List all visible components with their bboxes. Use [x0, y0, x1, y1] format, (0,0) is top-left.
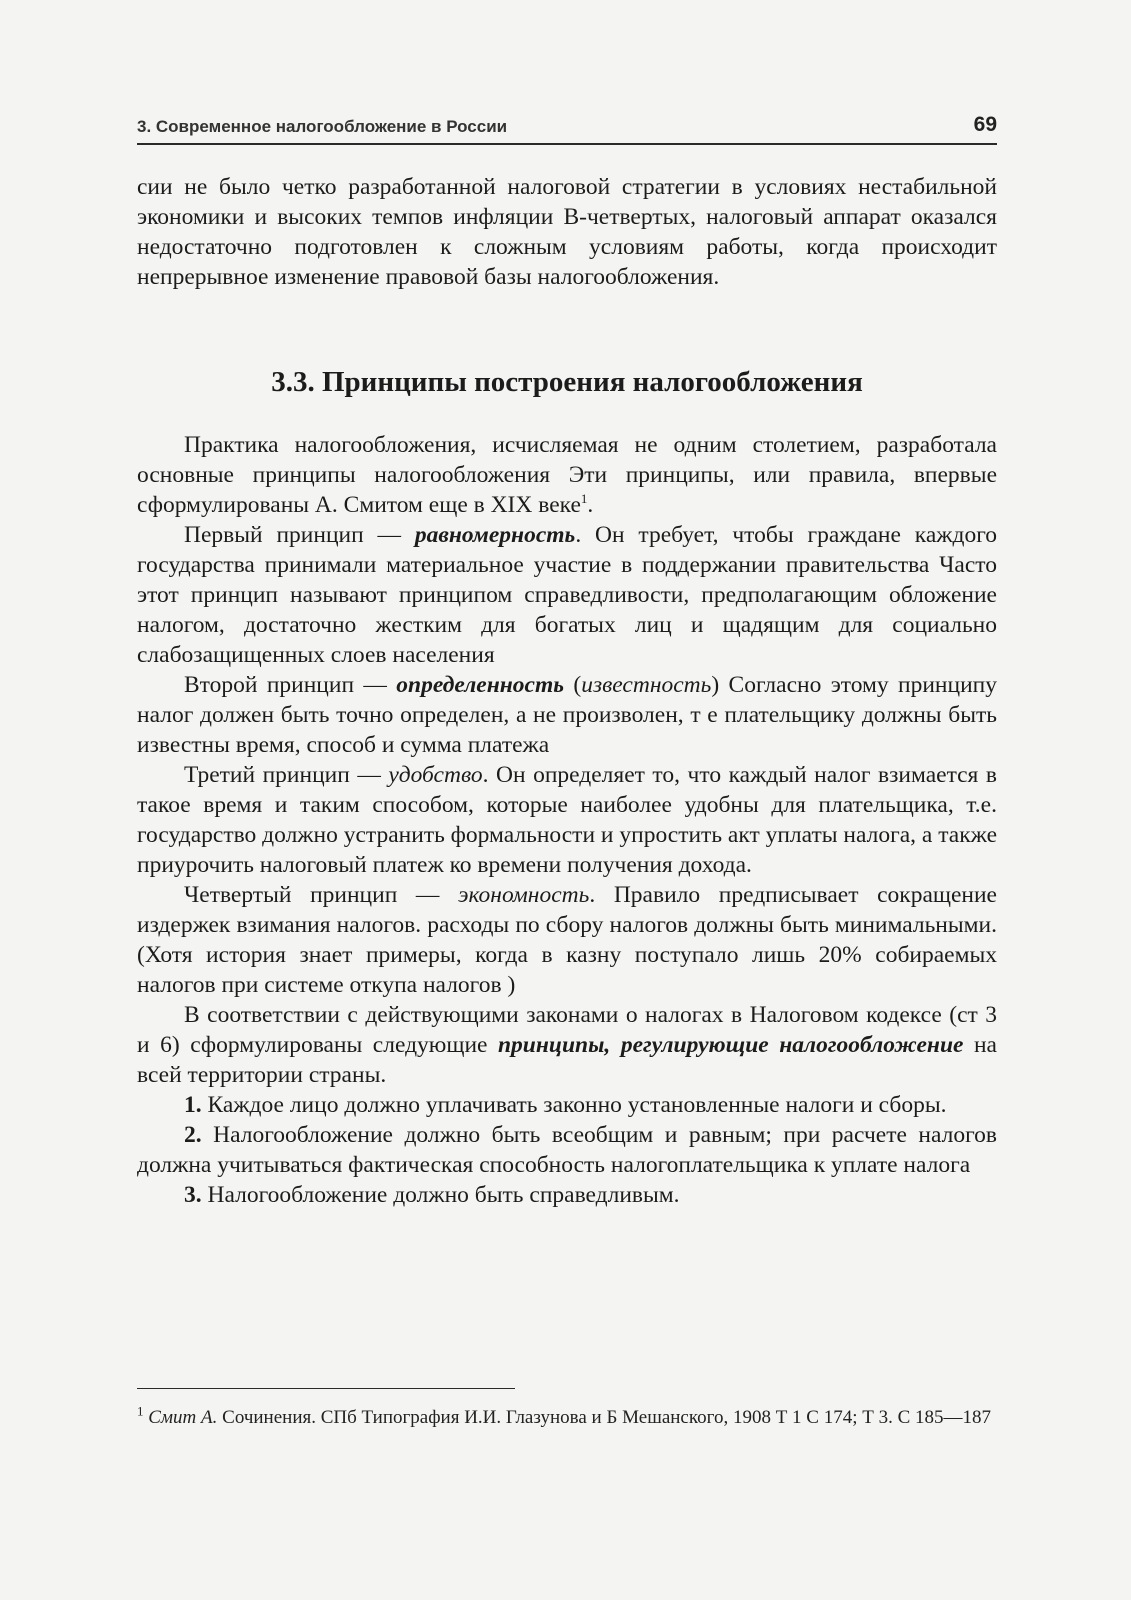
paragraph-end: .: [587, 492, 594, 518]
footnote-ref: 1: [580, 491, 588, 507]
principle-term-alt: известность: [581, 672, 712, 698]
paragraph-text: Практика налогообложения, исчисляемая не одним столетием, разработала основные принципы налогообложения Эти принципы, или правила, впервые сформулированы А. Смитом еще в XIX веке: [137, 432, 997, 518]
paragraph-principle-2: [137, 670, 997, 760]
paragraph-lead: Четвертый принцип —: [184, 882, 459, 908]
principle-term: принципы, регулирующие налогообложение: [497, 1032, 964, 1058]
paragraph-text: на всей территории страны.: [137, 1032, 997, 1088]
list-number: 3.: [184, 1182, 202, 1208]
section-title: 3.3. Принципы построения налогообложения: [271, 366, 863, 398]
paragraph-text: ) Согласно этому принципу налог должен быть точно определен, а не произволен, т е плательщику должны быть известны время, способ и сумма платежа: [137, 672, 997, 758]
paragraph-text: . Он требует, чтобы граждане каждого государства принимали материальное участие в поддержании правительства Часто этот принцип называют принципом справедливости, предполагающим обложение налогом, достаточно жестким для богатых лиц и щадящим для социально слабозащищенных слоев населения: [137, 522, 997, 668]
paragraph-text: . Правило предписывает сокращение издержек взимания налогов. расходы по сбору налогов должны быть минимальными. (Хотя история знает примеры, когда в казну поступало лишь 20% собираемых налогов при системе откупа налогов ): [137, 882, 997, 998]
paragraph-lead: Первый принцип —: [184, 522, 415, 548]
paragraph-text: . Он определяет то, что каждый налог взимается в такое время и таким способом, которые наиболее удобны для плательщика, т.е. государство должно устранить формальности и упростить акт уплаты налога, а также приурочить налоговый платеж ко времени получения дохода.: [137, 762, 997, 878]
footnote-mark: 1: [137, 1403, 144, 1419]
list-item: [137, 1180, 997, 1210]
footnote-text: Сочинения. СПб Типография И.И. Глазунова и Б Мешанского, 1908 Т 1 С 174; Т 3. С 185—187: [217, 1407, 992, 1428]
paragraph-lead: В соответствии с действующими законами о налогах в Налоговом кодексе (ст 3 и 6) сформулированы следующие: [137, 1002, 997, 1058]
list-text: Налогообложение должно быть справедливым.: [201, 1182, 680, 1208]
list-number: 1.: [184, 1092, 202, 1118]
paragraph-lead: Второй принцип —: [184, 672, 397, 698]
paragraph-principle-4: [137, 880, 997, 1000]
continuation-block: [137, 172, 997, 292]
list-text: Каждое лицо должно уплачивать законно установленные налоги и сборы.: [201, 1092, 947, 1118]
paren-open: (: [563, 672, 582, 698]
paragraph-lead: Третий принцип —: [184, 762, 389, 788]
section-body: [137, 430, 997, 1210]
footnote-divider: [137, 1388, 515, 1389]
page-number: 69: [973, 113, 997, 136]
list-item: [137, 1120, 997, 1180]
footnote-author: Смит А.: [148, 1407, 218, 1428]
principle-term: удобство: [388, 762, 483, 788]
paragraph-tax-code: [137, 1000, 997, 1090]
chapter-title: 3. Современное налогообложение в России: [137, 117, 508, 136]
principle-term: определенность: [396, 672, 564, 698]
principle-term: экономность: [458, 882, 590, 908]
footnote: [137, 1404, 997, 1431]
paragraph-intro: [137, 430, 997, 520]
list-text: Налогообложение должно быть всеобщим и равным; при расчете налогов должна учитываться фактическая способность налогоплательщика к уплате налога: [137, 1122, 997, 1178]
list-item: [137, 1090, 997, 1120]
principle-term: равномерность: [414, 522, 576, 548]
paragraph-principle-3: [137, 760, 997, 880]
running-header: [137, 113, 997, 145]
paragraph-principle-1: [137, 520, 997, 670]
continuation-paragraph: сии не было четко разработанной налоговой стратегии в условиях нестабильной экономики и высоких темпов инфляции В-четвертых, налоговый аппарат оказался недостаточно подготовлен к сложным условиям работы, когда происходит непрерывное изменение правовой базы налогообложения.: [137, 174, 997, 290]
list-number: 2.: [184, 1122, 202, 1148]
